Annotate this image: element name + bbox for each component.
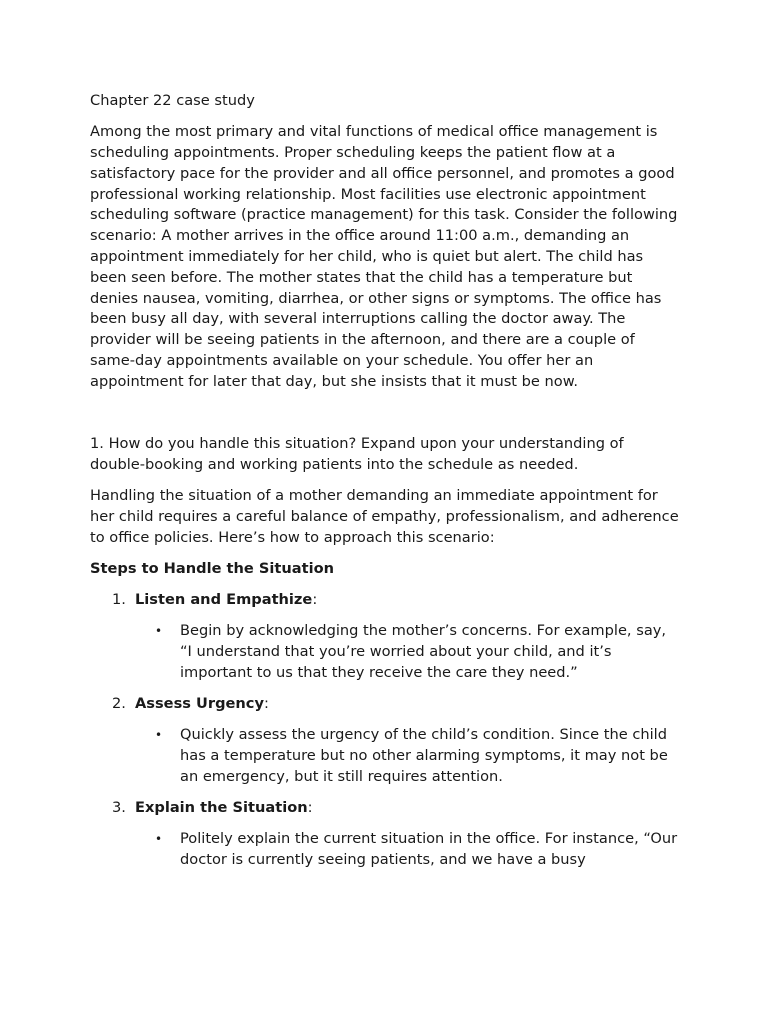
step-bullets [135, 829, 682, 871]
spacer [90, 403, 682, 434]
step-suffix: : [263, 694, 269, 712]
step-number: 3. [112, 798, 126, 816]
answer-intro-paragraph: Handling the situation of a mother demanding an immediate appointment for her child requires a careful balance of empathy, professionalism, and adherence to office policies. Here’s how to approach this scenario: [90, 486, 679, 546]
step-bullet-item [135, 829, 682, 871]
bullet-icon: • [155, 832, 163, 847]
step-item [90, 798, 682, 871]
step-title: Explain the Situation [135, 798, 308, 816]
step-bullets [135, 725, 682, 787]
step-heading [135, 695, 269, 712]
step-bullet-text: Politely explain the current situation in the office. For instance, “Our doctor is currently seeing patients, and we have a busy [180, 830, 678, 868]
document-page [90, 91, 682, 881]
step-bullet-item [135, 725, 682, 787]
step-suffix: : [312, 590, 318, 608]
bullet-icon: • [155, 624, 163, 639]
steps-list [90, 590, 682, 871]
step-bullet-item [135, 621, 682, 683]
step-heading [135, 799, 313, 816]
steps-heading: Steps to Handle the Situation [90, 559, 335, 577]
bullet-icon: • [155, 728, 163, 743]
step-title: Listen and Empathize [135, 590, 313, 608]
step-item [90, 694, 682, 788]
step-bullet-text: Begin by acknowledging the mother’s concerns. For example, say, “I understand that you’re worried about your child, and it’s important to us that they receive the care they need.” [180, 622, 667, 681]
question-paragraph: 1. How do you handle this situation? Expand upon your understanding of double-booking and working patients into the schedule as needed. [90, 434, 624, 473]
step-title: Assess Urgency [135, 694, 264, 712]
step-bullet-text: Quickly assess the urgency of the child’s condition. Since the child has a temperature but no other alarming symptoms, it may not be an emergency, but it still requires attention. [180, 726, 668, 785]
step-heading [135, 591, 317, 608]
step-item [90, 590, 682, 684]
document-title: Chapter 22 case study [90, 92, 255, 109]
step-bullets [135, 621, 682, 683]
step-suffix: : [307, 798, 313, 816]
step-number: 1. [112, 590, 126, 608]
step-number: 2. [112, 694, 126, 712]
intro-paragraph: Among the most primary and vital functions of medical office management is scheduling appointments. Proper scheduling keeps the patient flow at a satisfactory pace for the provider and all office personnel, and promotes a good professional working relationship. Most facilities use electronic appointment scheduling software (practice management) for this task. Consider the following scenario: A mother arrives in the office around 11:00 a.m., demanding an appointment immediately for her child, who is quiet but alert. The child has been seen before. The mother states that the child has a temperature but denies nausea, vomiting, diarrhea, or other signs or symptoms. The office has been busy all day, with several interruptions calling the doctor away. The provider will be seeing patients in the afternoon, and there are a couple of same-day appointments available on your schedule. You offer her an appointment for later that day, but she insists that it must be now. [90, 123, 678, 390]
